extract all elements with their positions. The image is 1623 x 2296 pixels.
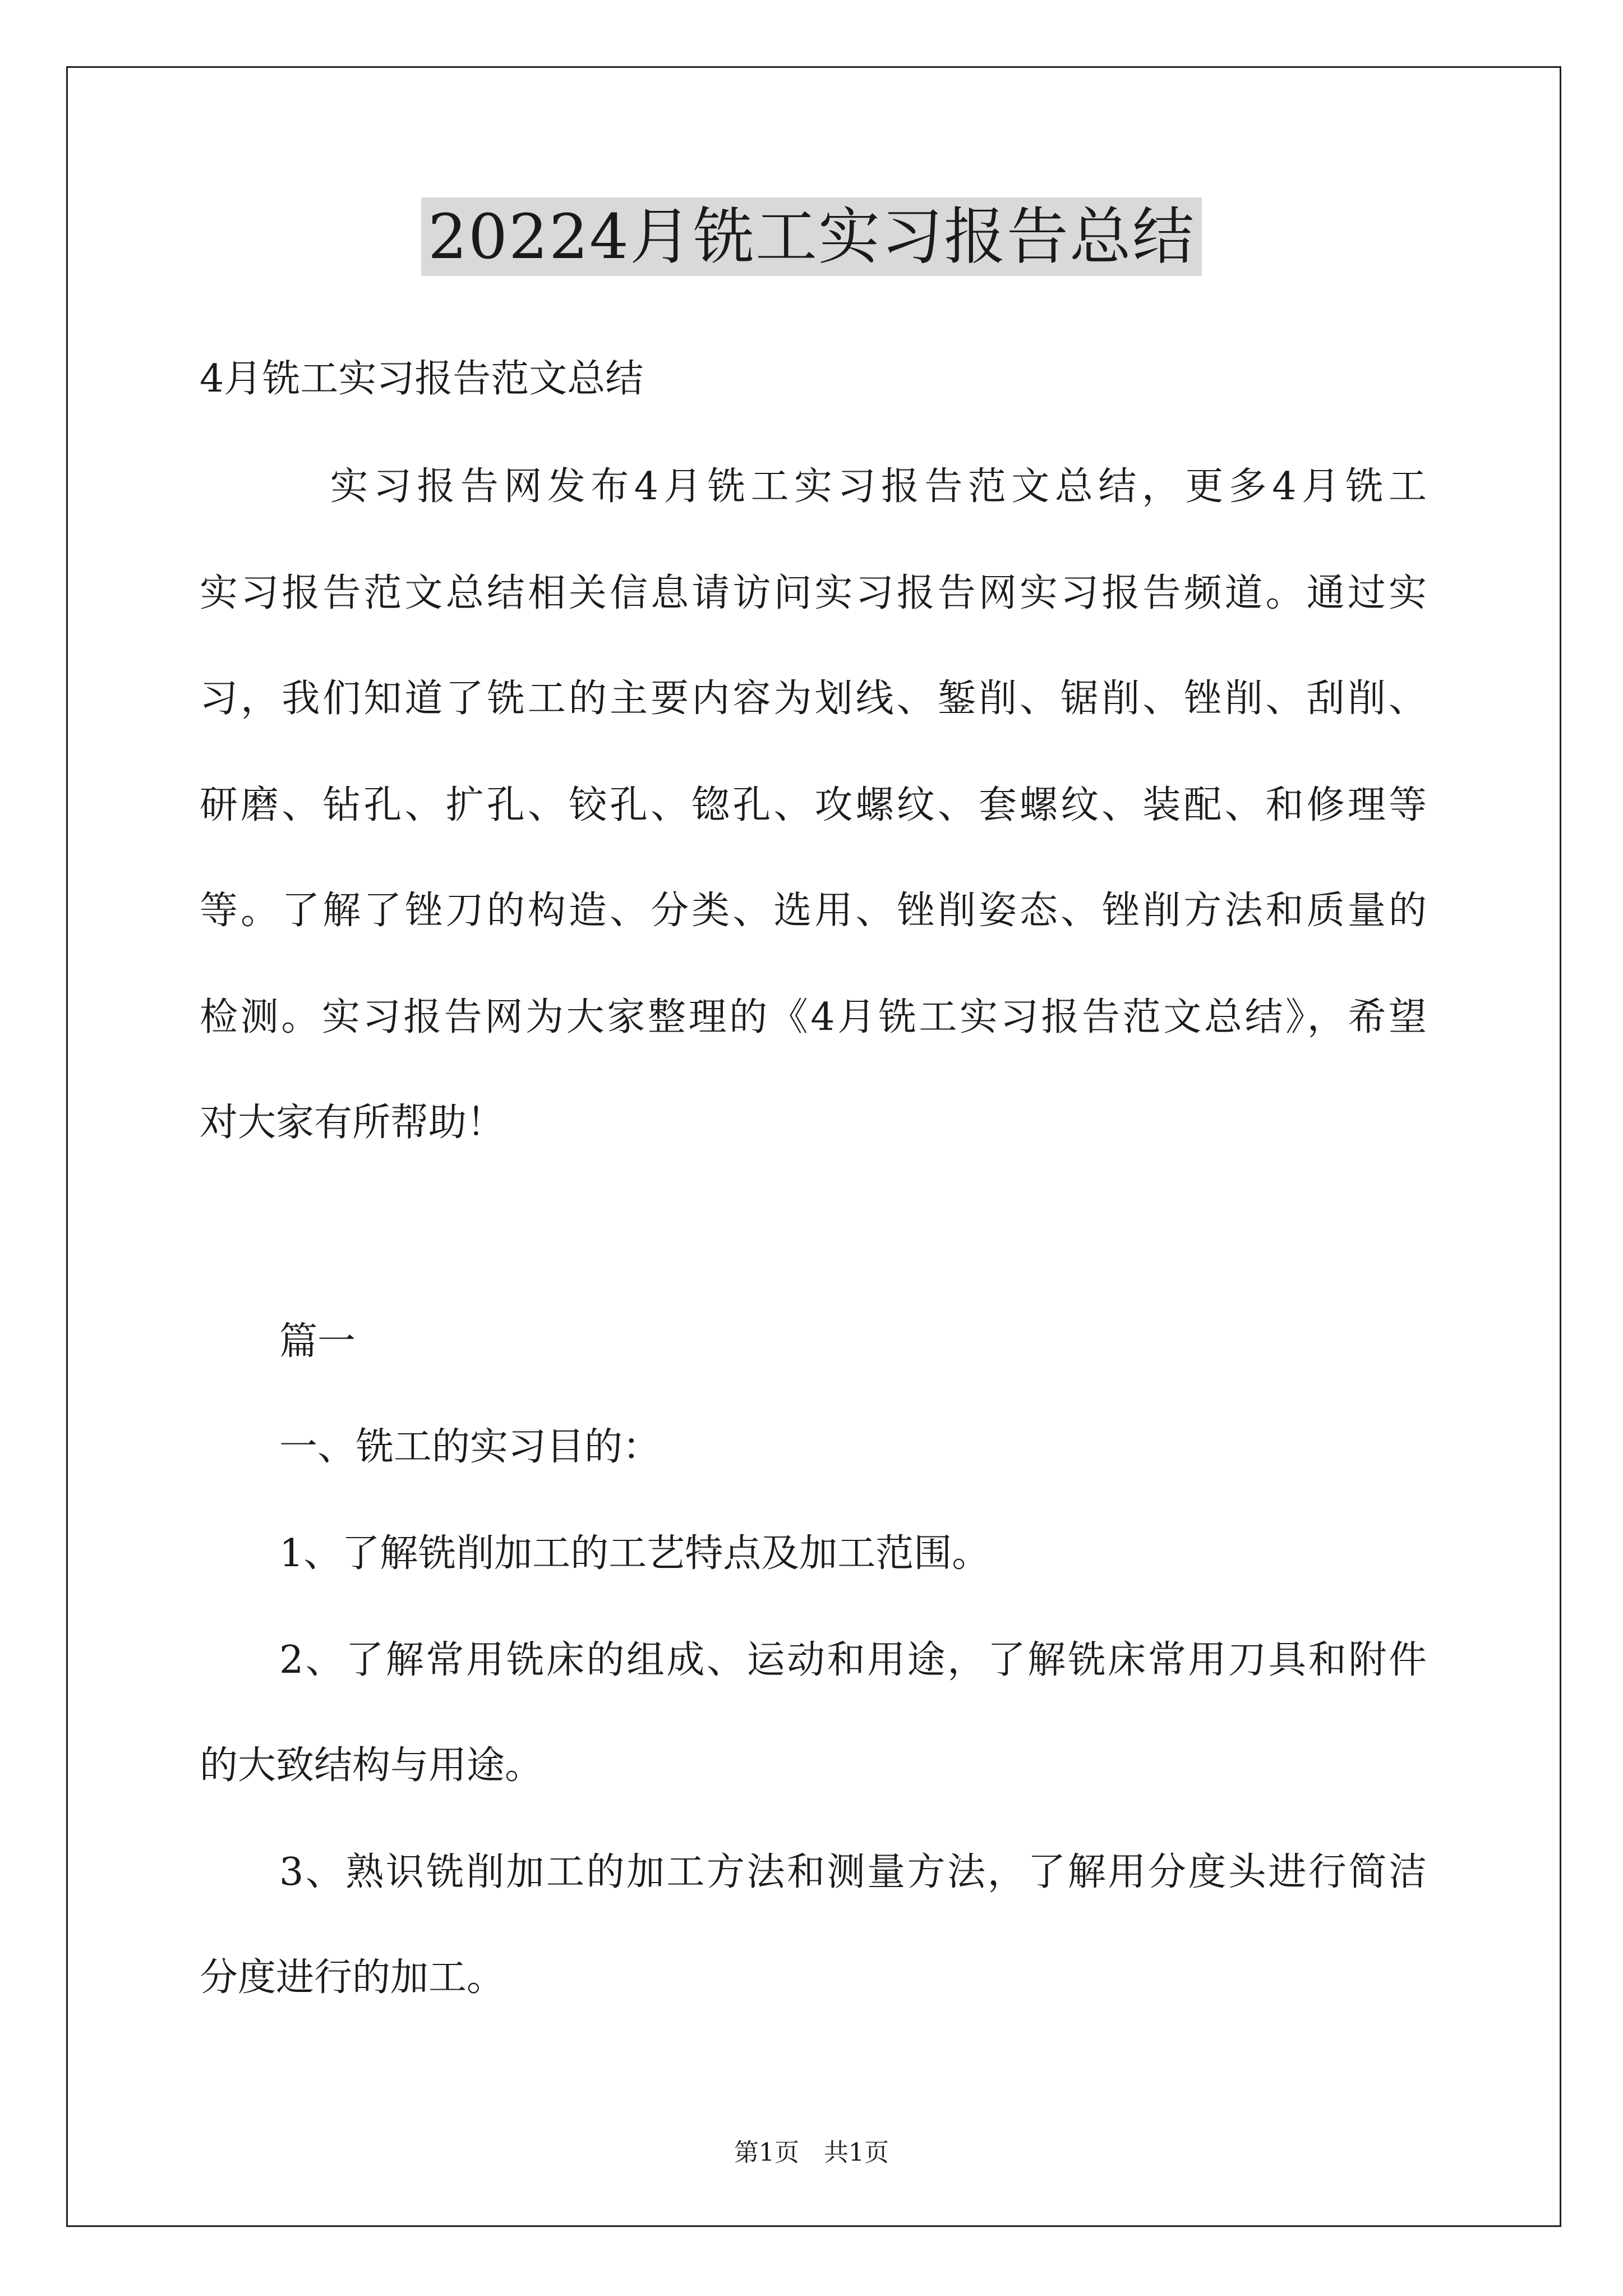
objective-heading: 一、铣工的实习目的： [279, 1425, 661, 1469]
paragraph-line: 检测。实习报告网为大家整理的《4月铣工实习报告范文总结》，希望 [200, 995, 1427, 1039]
paragraph-line: 实习报告范文总结相关信息请访问实习报告网实习报告频道。通过实 [200, 571, 1427, 615]
list-item: 3、熟识铣削加工的加工方法和测量方法，了解用分度头进行简洁 [279, 1850, 1427, 1894]
list-item: 2、了解常用铣床的组成、运动和用途，了解铣床常用刀具和附件 [279, 1638, 1427, 1682]
paragraph-line: 实习报告网发布4月铣工实习报告范文总结，更多4月铣工 [200, 464, 1427, 509]
paragraph-line: 对大家有所帮助！ [200, 1101, 505, 1145]
list-item-continuation: 分度进行的加工。 [200, 1955, 505, 2000]
paragraph-line: 习，我们知道了铣工的主要内容为划线、錾削、锯削、锉削、刮削、 [200, 677, 1427, 721]
list-item: 1、了解铣削加工的工艺特点及加工范围。 [279, 1531, 990, 1576]
document-subtitle: 4月铣工实习报告范文总结 [200, 357, 644, 401]
section-heading: 篇一 [279, 1319, 356, 1364]
title-container [0, 197, 1623, 276]
list-item-continuation: 的大致结构与用途。 [200, 1743, 543, 1788]
document-title: 20224月铣工实习报告总结 [421, 197, 1202, 276]
paragraph-line: 等。了解了锉刀的构造、分类、选用、锉削姿态、锉削方法和质量的 [200, 889, 1427, 933]
page-footer: 第1页 共1页 [734, 2138, 889, 2167]
paragraph-line: 研磨、钻孔、扩孔、铰孔、锪孔、攻螺纹、套螺纹、装配、和修理等 [200, 783, 1427, 827]
